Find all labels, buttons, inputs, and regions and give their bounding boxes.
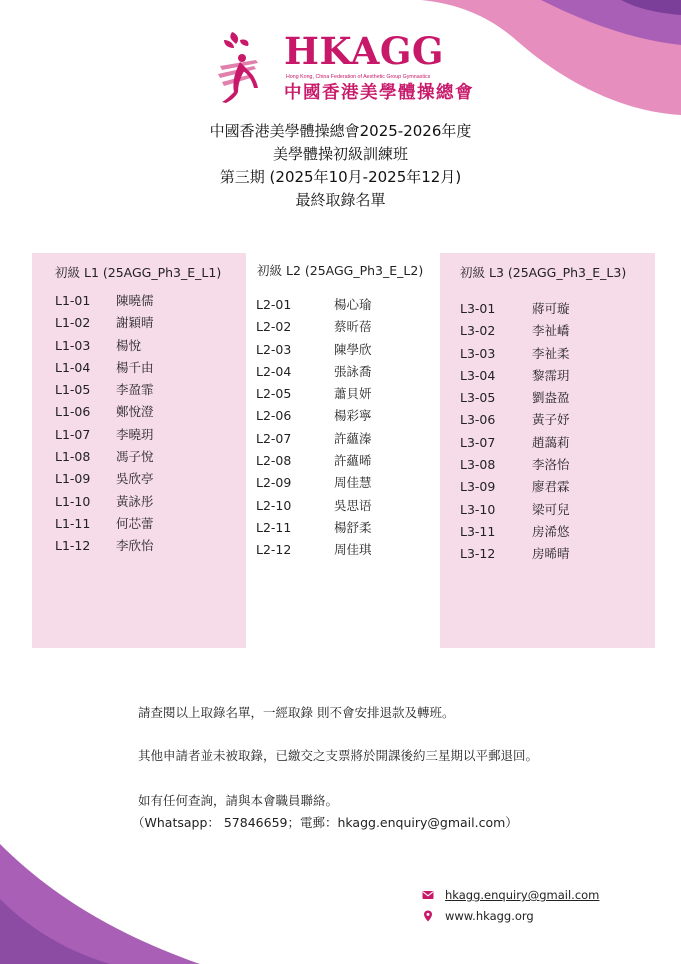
student-name: 李洛怡 (532, 457, 570, 473)
student-code: L1-04 (55, 359, 91, 375)
group-panel-l3 (440, 253, 655, 648)
student-code: L1-12 (55, 538, 91, 554)
student-name: 楊千由 (116, 359, 154, 375)
group-panel-l1 (32, 253, 246, 648)
student-code: L3-02 (460, 323, 496, 339)
logo-wordmark: HKAGG (284, 29, 445, 73)
footer-website[interactable] (422, 907, 652, 925)
student-name: 蔣可璇 (532, 301, 570, 316)
student-code: L3-10 (460, 501, 496, 517)
corner-decoration-bottom-left (0, 844, 200, 964)
student-name: 何芯蕾 (116, 515, 154, 531)
student-code: L2-11 (256, 519, 292, 535)
student-code: L2-05 (256, 386, 292, 402)
student-name: 陳曉儒 (116, 293, 154, 308)
student-name: 房晞晴 (532, 546, 570, 562)
student-code: L2-12 (256, 542, 292, 558)
logo-subtitle-english: Hong Kong, China Federation of Aesthetic Group Gymnastics (286, 74, 431, 80)
student-code: L1-03 (55, 337, 91, 353)
student-name: 楊舒柔 (334, 519, 372, 535)
student-name: 吳欣亭 (116, 471, 154, 487)
notice-no-refund: 請查閱以上取錄名單，一經取錄 則不會安排退款及轉班。 (138, 705, 455, 720)
student-name: 楊彩寧 (334, 408, 372, 424)
student-name: 周佳慧 (334, 475, 372, 491)
student-name: 許蘊晞 (334, 453, 372, 469)
student-code: L1-05 (55, 382, 91, 398)
student-name: 周佳琪 (334, 542, 372, 558)
student-name: 楊心瑜 (334, 297, 372, 312)
student-code: L3-08 (460, 457, 496, 473)
group-title-l2: 初級 L2 (25AGG_Ph3_E_L2) (257, 263, 424, 278)
student-name: 黃子妤 (532, 412, 570, 428)
gymnast-logo-icon (212, 30, 276, 104)
student-name: 房浠悠 (532, 523, 570, 539)
logo-subtitle-chinese: 中國香港美學體操總會 (284, 83, 474, 103)
hkagg-logo (212, 30, 477, 106)
student-name: 李祉柔 (532, 345, 570, 361)
student-code: L2-06 (256, 408, 292, 424)
student-code: L2-03 (256, 341, 292, 357)
student-code: L2-02 (256, 319, 292, 335)
student-name: 謝穎晴 (116, 315, 154, 331)
student-code: L1-11 (55, 515, 91, 531)
student-code: L2-07 (256, 430, 292, 446)
student-code: L3-09 (460, 479, 496, 495)
student-code: L1-10 (55, 493, 91, 509)
group-panel-l2 (248, 253, 438, 648)
student-code: L3-11 (460, 523, 496, 539)
notice-enquiry: 如有任何查詢，請與本會職員聯絡。 (138, 793, 339, 808)
document-heading (0, 120, 681, 212)
student-name: 李盈霏 (116, 382, 154, 398)
heading-line-1: 中國香港美學體操總會2025-2026年度 (209, 122, 472, 140)
notice-contact-details: （Whatsapp： 57846659；電郵：hkagg.enquiry@gmail.com） (132, 815, 518, 830)
student-name: 廖君霖 (532, 479, 570, 495)
student-code: L1-02 (55, 315, 91, 331)
footer-website-link[interactable]: www.hkagg.org (445, 909, 534, 923)
heading-line-3: 第三期 (2025年10月-2025年12月) (219, 168, 462, 186)
student-name: 張詠喬 (334, 363, 372, 379)
student-name: 吳思语 (334, 497, 372, 513)
student-name: 梁可兒 (532, 501, 570, 517)
student-code: L2-04 (256, 363, 292, 379)
group-title-l1: 初級 L1 (25AGG_Ph3_E_L1) (55, 265, 222, 280)
envelope-icon (422, 889, 434, 901)
student-name: 許蘊溱 (334, 430, 372, 446)
student-code: L3-03 (460, 345, 496, 361)
student-name: 蔡昕蓓 (334, 319, 372, 335)
student-code: L1-07 (55, 426, 91, 442)
student-code: L1-06 (55, 404, 91, 420)
student-name: 楊悅 (116, 337, 142, 353)
student-code: L2-09 (256, 475, 292, 491)
location-pin-icon (422, 910, 434, 922)
heading-line-4: 最終取錄名單 (295, 191, 386, 209)
student-code: L2-08 (256, 453, 292, 469)
student-code: L3-12 (460, 546, 496, 562)
student-name: 蕭貝妍 (334, 386, 372, 402)
student-name: 趙藹莉 (532, 434, 570, 450)
group-title-l3: 初級 L3 (25AGG_Ph3_E_L3) (460, 265, 627, 280)
student-name: 李欣怡 (116, 538, 154, 554)
student-code: L2-01 (256, 297, 292, 312)
student-name: 劉盎盈 (532, 390, 570, 406)
student-code: L3-06 (460, 412, 496, 428)
student-code: L3-07 (460, 434, 496, 450)
student-name: 李曉玥 (116, 426, 154, 442)
student-name: 黎霈玥 (532, 367, 570, 383)
student-name: 陳學欣 (334, 341, 372, 357)
heading-line-2: 美學體操初級訓練班 (272, 145, 408, 163)
footer-email-link[interactable]: hkagg.enquiry@gmail.com (445, 888, 600, 902)
student-name: 鄭悅澄 (116, 404, 154, 420)
student-code: L2-10 (256, 497, 292, 513)
notice-cheque-return: 其他申請者並未被取錄，已繳交之支票將於開課後約三星期以平郵退回。 (138, 748, 539, 763)
student-name: 馮子悅 (116, 449, 154, 465)
student-code: L3-04 (460, 367, 496, 383)
student-name: 李祉嶠 (532, 323, 570, 339)
student-name: 黃詠彤 (116, 493, 154, 509)
student-code: L1-08 (55, 449, 91, 465)
footer-email[interactable] (422, 886, 652, 904)
student-code: L3-05 (460, 390, 496, 406)
student-code: L1-09 (55, 471, 91, 487)
student-code: L1-01 (55, 293, 91, 308)
student-code: L3-01 (460, 301, 496, 316)
